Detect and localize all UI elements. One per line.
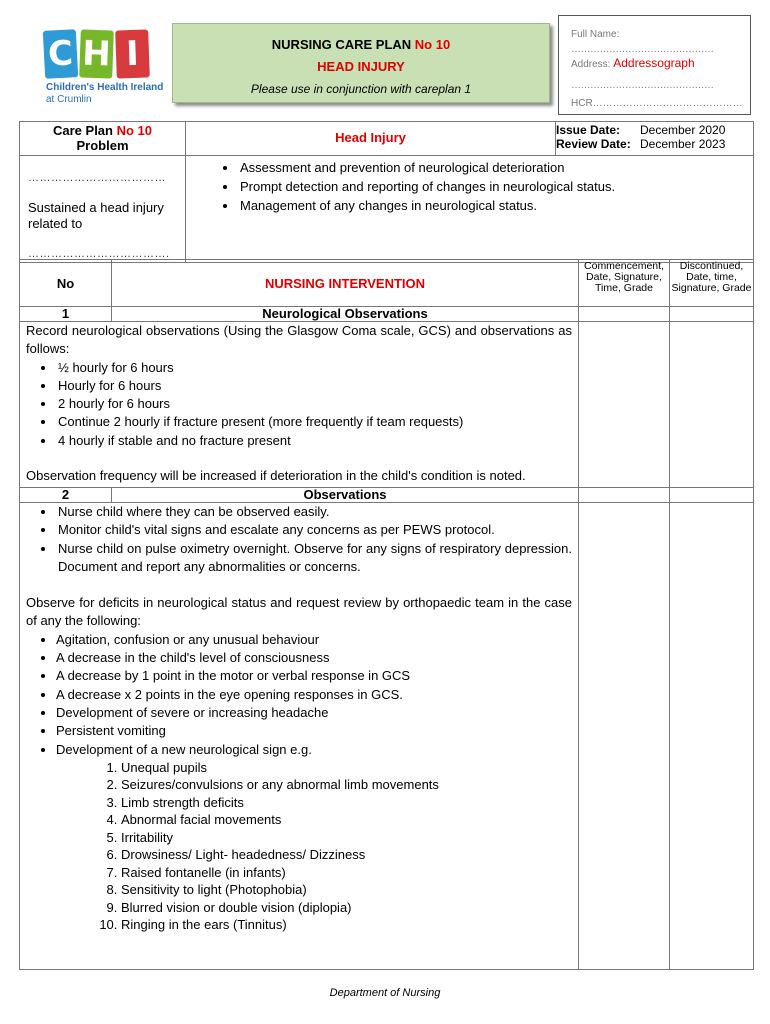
section1-commencement-entry[interactable] (579, 322, 670, 488)
list-item: • Monitor child's vital signs and escalate any concerns as per PEWS protocol. (56, 521, 578, 539)
logo-subtitle: at Crumlin (46, 94, 92, 105)
full-name-field[interactable]: ……………………………………… (571, 44, 714, 55)
list-item: • 2 hourly for 6 hours (56, 395, 578, 413)
address-label: Address: Addressograph (571, 56, 695, 70)
logo-letter-h: H (79, 29, 114, 78)
problem-label: Problem (76, 138, 129, 153)
section1-intro: Record neurological observations (Using the Glasgow Coma scale, GCS) and observations as follows: (26, 323, 572, 357)
patient-address-box (558, 15, 751, 115)
list-item: • A decrease by 1 point in the motor or verbal response in GCS (56, 667, 578, 685)
chi-logo (44, 30, 164, 106)
address-field[interactable]: ……………………………………… (571, 80, 714, 91)
list-item: 10. Ringing in the ears (Tinnitus) (121, 916, 578, 934)
list-item: 1. Unequal pupils (121, 759, 578, 777)
problem-blank-bottom[interactable]: ………………………………. (28, 248, 170, 260)
list-item: • Nurse child where they can be observed easily. (56, 503, 578, 521)
goal-item: • Management of any changes in neurological status. (238, 196, 753, 215)
list-item: 8. Sensitivity to light (Photophobia) (121, 881, 578, 899)
review-date: Review Date: December 2023 (556, 137, 726, 151)
col-intervention-header: NURSING INTERVENTION (112, 260, 579, 307)
list-item: 5. Irritability (121, 829, 578, 847)
list-item: 2. Seizures/convulsions or any abnormal limb movements (121, 776, 578, 794)
section1-discontinued-entry[interactable] (670, 322, 754, 488)
list-item: • Continue 2 hourly if fracture present (more frequently if team requests) (56, 413, 578, 431)
goals-list (186, 158, 753, 215)
care-plan-label-cell: Care Plan No 10 Problem (20, 122, 186, 156)
list-item: • Development of a new neurological sign e.g. (56, 741, 578, 759)
list-item: 7. Raised fontanelle (in infants) (121, 864, 578, 882)
logo-letter-i: I (115, 29, 150, 78)
list-item: 6. Drowsiness/ Light- headedness/ Dizziness (121, 846, 578, 864)
goals-cell (186, 156, 754, 263)
nursing-actions-list (20, 503, 578, 576)
section2-commencement-cell[interactable] (579, 488, 670, 503)
section1-commencement-cell[interactable] (579, 307, 670, 322)
list-item: 3. Limb strength deficits (121, 794, 578, 812)
plan-dates-cell (556, 122, 754, 156)
list-item: • A decrease x 2 points in the eye opening responses in GCS. (56, 686, 578, 704)
nursing-intervention-table (19, 259, 754, 970)
care-plan-subject: HEAD INJURY (317, 59, 405, 74)
goal-item: • Assessment and prevention of neurological deterioration (238, 158, 753, 177)
logo-name: Children's Health Ireland (46, 82, 164, 93)
plan-title: Head Injury (335, 130, 406, 145)
title-box (172, 23, 550, 103)
list-item: • A decrease in the child's level of consciousness (56, 649, 578, 667)
section1-body (20, 322, 579, 488)
list-item: • ½ hourly for 6 hours (56, 359, 578, 377)
hcr-field[interactable]: HCR……………………………………… (571, 98, 743, 109)
section2-discontinued-entry[interactable] (670, 503, 754, 970)
problem-blank-top[interactable]: ……………………………… (28, 172, 166, 184)
care-plan-title: NURSING CARE PLAN No 10 (271, 37, 451, 52)
list-item: • Development of severe or increasing headache (56, 704, 578, 722)
care-plan-header-table (19, 121, 754, 263)
deficits-list (20, 631, 578, 759)
list-item: • Hourly for 6 hours (56, 377, 578, 395)
list-item: • Persistent vomiting (56, 722, 578, 740)
col-commencement-header: Commencement, Date, Signature, Time, Grade (579, 260, 670, 307)
observation-frequency-list (20, 359, 578, 450)
section2-number: 2 (20, 488, 112, 503)
care-plan-note: Please use in conjunction with careplan 1 (250, 82, 472, 96)
neurological-signs-list (20, 759, 578, 934)
footer-department: Department of Nursing (329, 987, 441, 999)
list-item: • 4 hourly if stable and no fracture present (56, 432, 578, 450)
list-item: 4. Abnormal facial movements (121, 811, 578, 829)
list-item: • Agitation, confusion or any unusual behaviour (56, 631, 578, 649)
section1-title: Neurological Observations (112, 307, 579, 322)
list-item: 9. Blurred vision or double vision (diplopia) (121, 899, 578, 917)
section2-commencement-entry[interactable] (579, 503, 670, 970)
problem-text: Sustained a head injury related to (28, 200, 164, 231)
section2-body (20, 503, 579, 970)
logo-letter-c: C (43, 29, 78, 79)
section1-discontinued-cell[interactable] (670, 307, 754, 322)
addressograph-value: Addressograph (613, 56, 695, 70)
section2-title: Observations (112, 488, 579, 503)
section1-closing: Observation frequency will be increased if deterioration in the child's condition is noted. (26, 468, 526, 484)
deficits-intro: Observe for deficits in neurological status and request review by orthopaedic team in the case of any the following: (26, 595, 572, 629)
problem-cell (20, 156, 186, 263)
col-discontinued-header: Discontinued, Date, time, Signature, Grade (670, 260, 754, 307)
issue-date: Issue Date: December 2020 (556, 123, 726, 137)
section1-number: 1 (20, 307, 112, 322)
goal-item: • Prompt detection and reporting of changes in neurological status. (238, 177, 753, 196)
section2-discontinued-cell[interactable] (670, 488, 754, 503)
care-plan-number: No 10 (414, 37, 451, 52)
plan-title-cell (186, 122, 556, 156)
full-name-label: Full Name: (571, 29, 620, 40)
list-item: • Nurse child on pulse oximetry overnight. Observe for any signs of respiratory depression. Document and report any abnormalities or concerns. (56, 540, 578, 577)
col-no-header: No (20, 260, 112, 307)
